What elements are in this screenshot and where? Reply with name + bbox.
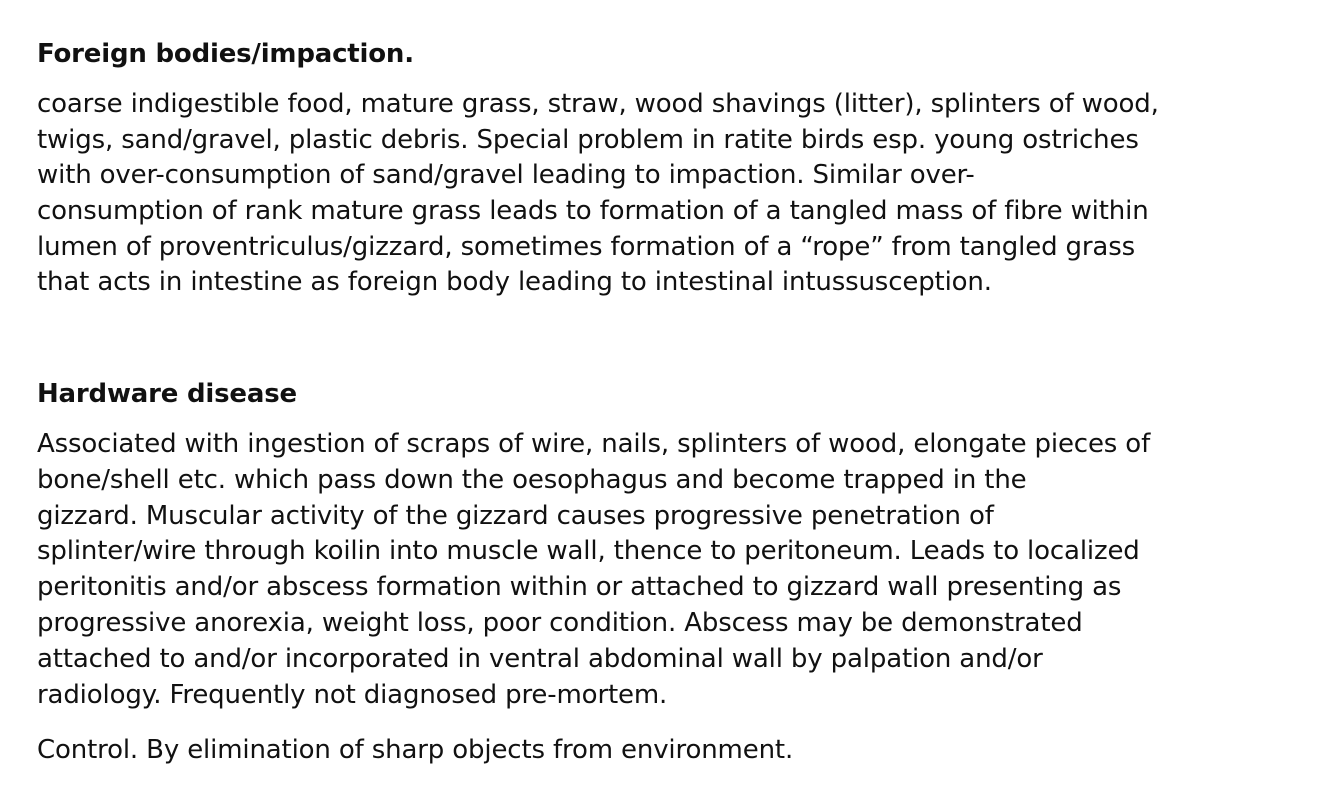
- control-text: Control. By elimination of sharp objects from environment.: [37, 735, 794, 765]
- text-line: coarse indigestible food, mature grass, straw, wood shavings (litter), splinters of wood,: [37, 89, 1159, 119]
- text-line: Associated with ingestion of scraps of wire, nails, splinters of wood, elongate pieces of: [37, 429, 1151, 459]
- text-line: bone/shell etc. which pass down the oesophagus and become trapped in the: [37, 464, 1027, 495]
- text-line: with over-consumption of sand/gravel leading to impaction. Similar over-: [37, 160, 975, 191]
- paragraph-hardware-disease: [37, 427, 1150, 713]
- text-line: progressive anorexia, weight loss, poor condition. Abscess may be demonstrated: [37, 607, 1083, 638]
- text-line: splinter/wire through koilin into muscle wall, thence to peritoneum. Leads to localized: [37, 536, 1140, 567]
- text-line: attached to and/or incorporated in ventral abdominal wall by palpation and/or: [37, 643, 1043, 674]
- paragraph-foreign-bodies: [37, 87, 1159, 301]
- text-line: twigs, sand/gravel, plastic debris. Special problem in ratite birds esp. young ostriches: [37, 124, 1139, 155]
- section-heading-hardware-disease: Hardware disease: [37, 379, 297, 409]
- paragraph-control: [37, 733, 793, 769]
- section-heading-foreign-bodies: Foreign bodies/impaction.: [37, 39, 414, 69]
- text-line: that acts in intestine as foreign body leading to intestinal intussusception.: [37, 267, 992, 298]
- text-line: radiology. Frequently not diagnosed pre-mortem.: [37, 679, 668, 710]
- text-line: gizzard. Muscular activity of the gizzard causes progressive penetration of: [37, 500, 994, 531]
- text-line: consumption of rank mature grass leads to formation of a tangled mass of fibre within: [37, 196, 1149, 227]
- text-line: peritonitis and/or abscess formation within or attached to gizzard wall presenting as: [37, 572, 1122, 603]
- text-line: lumen of proventriculus/gizzard, sometimes formation of a “rope” from tangled grass: [37, 231, 1136, 262]
